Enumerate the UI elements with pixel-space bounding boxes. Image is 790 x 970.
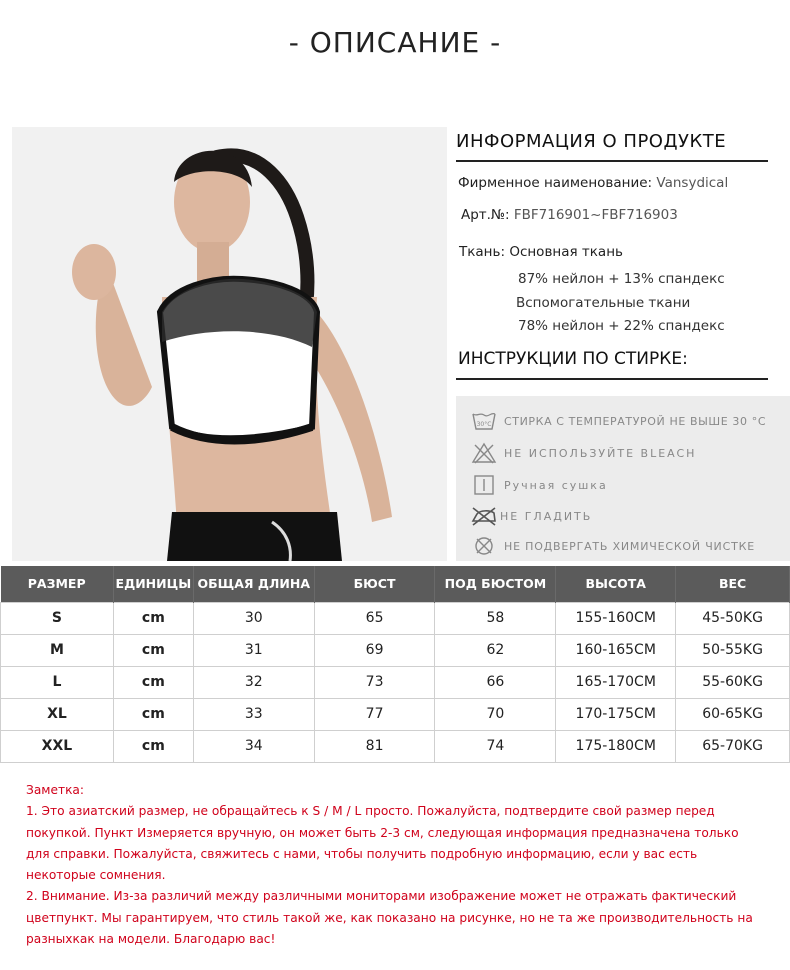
wash-30-icon bbox=[470, 410, 498, 432]
fabric-label: Ткань: bbox=[459, 244, 506, 260]
size-table-header bbox=[1, 566, 790, 602]
size-cell: L bbox=[1, 666, 114, 698]
hand-dry-icon bbox=[470, 474, 498, 496]
height-cell: 170-175CM bbox=[556, 698, 676, 730]
length-cell: 30 bbox=[193, 602, 314, 634]
length-cell: 31 bbox=[193, 634, 314, 666]
underbust-cell: 66 bbox=[435, 666, 556, 698]
note-line: Заметка: bbox=[26, 783, 85, 797]
wash-divider bbox=[456, 378, 768, 380]
care-row-iron bbox=[456, 504, 790, 528]
size-table bbox=[0, 566, 790, 763]
no-bleach-icon bbox=[470, 442, 498, 464]
bust-cell: 69 bbox=[314, 634, 435, 666]
fabric-main-value: 87% нейлон + 13% спандекс bbox=[518, 271, 725, 287]
page-title: - ОПИСАНИЕ - bbox=[288, 26, 502, 59]
art-value: FBF716901~FBF716903 bbox=[513, 207, 678, 223]
care-label-dryclean: НЕ ПОДВЕРГАТЬ ХИМИЧЕСКОЙ ЧИСТКЕ bbox=[504, 539, 755, 553]
table-row bbox=[1, 730, 790, 762]
weight-cell: 45-50KG bbox=[676, 602, 790, 634]
art-line bbox=[461, 207, 678, 223]
weight-cell: 60-65KG bbox=[676, 698, 790, 730]
weight-cell: 55-60KG bbox=[676, 666, 790, 698]
fabric-line bbox=[459, 244, 623, 260]
underbust-cell: 70 bbox=[435, 698, 556, 730]
length-cell: 32 bbox=[193, 666, 314, 698]
units-cell: cm bbox=[113, 730, 193, 762]
height-cell: 155-160CM bbox=[556, 602, 676, 634]
care-label-bleach: НЕ ИСПОЛЬЗУЙТЕ BLEACH bbox=[504, 446, 697, 460]
no-iron-icon bbox=[470, 505, 498, 527]
wash-temp-text: 30°C bbox=[476, 421, 492, 428]
care-label-iron: НЕ ГЛАДИТЬ bbox=[500, 509, 593, 523]
units-cell: cm bbox=[113, 698, 193, 730]
heading-divider bbox=[456, 160, 768, 162]
height-cell: 160-165CM bbox=[556, 634, 676, 666]
fabric-main: Основная ткань bbox=[509, 244, 623, 260]
header-units: ЕДИНИЦЫ bbox=[113, 566, 193, 602]
units-cell: cm bbox=[113, 602, 193, 634]
header-weight: ВЕС bbox=[676, 566, 790, 602]
product-info-heading: ИНФОРМАЦИЯ О ПРОДУКТЕ bbox=[456, 131, 727, 152]
table-row bbox=[1, 698, 790, 730]
note-line: для справки. Пожалуйста, свяжитесь с нами, чтобы получить подробную информацию, если у вас есть bbox=[26, 846, 698, 861]
brand-line bbox=[458, 175, 728, 191]
fabric-aux-value: 78% нейлон + 22% спандекс bbox=[518, 318, 725, 334]
table-row bbox=[1, 634, 790, 666]
bust-cell: 81 bbox=[314, 730, 435, 762]
care-row-dry bbox=[456, 473, 790, 497]
size-cell: XXL bbox=[1, 730, 114, 762]
brand-label: Фирменное наименование: bbox=[458, 175, 653, 191]
size-cell: M bbox=[1, 634, 114, 666]
header-underbust: ПОД БЮСТОМ bbox=[435, 566, 556, 602]
underbust-cell: 62 bbox=[435, 634, 556, 666]
no-dry-clean-icon bbox=[470, 535, 498, 557]
table-row bbox=[1, 602, 790, 634]
header-height: ВЫСОТА bbox=[556, 566, 676, 602]
brand-value: Vansydical bbox=[656, 175, 729, 191]
care-label-wash: СТИРКА С ТЕМПЕРАТУРОЙ НЕ ВЫШЕ 30 °C bbox=[504, 414, 767, 428]
size-cell: XL bbox=[1, 698, 114, 730]
product-photo bbox=[12, 127, 447, 561]
note-line: 1. Это азиатский размер, не обращайтесь к S / M / L просто. Пожалуйста, подтвердите свой размер перед bbox=[26, 804, 715, 819]
underbust-cell: 58 bbox=[435, 602, 556, 634]
height-cell: 165-170CM bbox=[556, 666, 676, 698]
wash-heading: ИНСТРУКЦИИ ПО СТИРКЕ: bbox=[458, 349, 688, 369]
header-length: ОБЩАЯ ДЛИНА bbox=[193, 566, 314, 602]
length-cell: 34 bbox=[193, 730, 314, 762]
note-line: некоторые сомнения. bbox=[26, 868, 166, 883]
bust-cell: 65 bbox=[314, 602, 435, 634]
length-cell: 33 bbox=[193, 698, 314, 730]
note-line: покупкой. Пункт Измеряется вручную, он может быть 2-3 см, следующая информация предназначена только bbox=[26, 825, 739, 840]
notes bbox=[26, 780, 786, 950]
units-cell: cm bbox=[113, 666, 193, 698]
bust-cell: 77 bbox=[314, 698, 435, 730]
bust-cell: 73 bbox=[314, 666, 435, 698]
height-cell: 175-180CM bbox=[556, 730, 676, 762]
care-label-dry: Ручная сушка bbox=[504, 478, 608, 492]
weight-cell: 65-70KG bbox=[676, 730, 790, 762]
size-cell: S bbox=[1, 602, 114, 634]
header-size: РАЗМЕР bbox=[1, 566, 114, 602]
care-instructions bbox=[456, 396, 790, 561]
units-cell: cm bbox=[113, 634, 193, 666]
art-label: Арт.№: bbox=[461, 207, 510, 223]
care-row-wash bbox=[456, 409, 790, 433]
fabric-aux: Вспомогательные ткани bbox=[516, 295, 691, 311]
note-line: 2. Внимание. Из-за различий между различными мониторами изображение может не отражать фактический bbox=[26, 889, 737, 904]
note-line: разныхкак на модели. Благодарю вас! bbox=[26, 932, 276, 947]
note-line: цветпункт. Мы гарантируем, что стиль такой же, как показано на рисунке, но не та же производительность на bbox=[26, 910, 753, 925]
care-row-bleach bbox=[456, 441, 790, 465]
care-row-dryclean bbox=[456, 534, 790, 558]
table-row bbox=[1, 666, 790, 698]
underbust-cell: 74 bbox=[435, 730, 556, 762]
header-bust: БЮСТ bbox=[314, 566, 435, 602]
weight-cell: 50-55KG bbox=[676, 634, 790, 666]
